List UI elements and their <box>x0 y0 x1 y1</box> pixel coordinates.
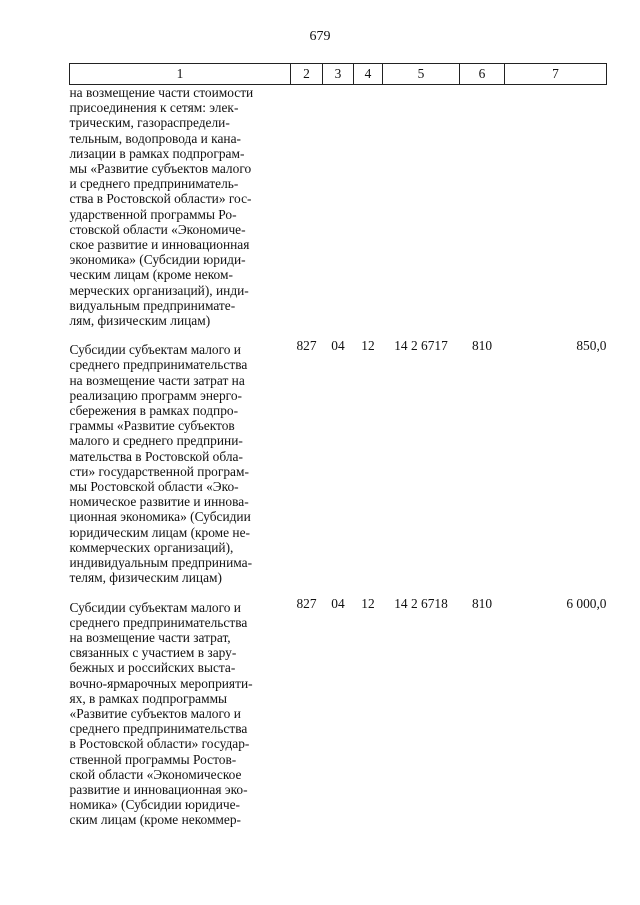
cell-expense-type: 810 <box>471 595 493 611</box>
description-line: сти» государственной програм- <box>69 463 249 479</box>
column-header-5: 5 <box>383 64 460 85</box>
cell-expense-type <box>460 85 505 339</box>
cell-subsection-code <box>354 85 383 339</box>
cell-subsection-code: 12 <box>361 338 375 354</box>
row-description <box>70 596 291 828</box>
cell-ministry-code <box>291 85 323 339</box>
cell-section-code: 04 <box>331 338 345 354</box>
description-line: ства в Ростовской области» гос- <box>69 191 252 207</box>
description-line: телям, физическим лицам) <box>69 570 222 586</box>
cell-section-code: 04 <box>331 595 345 611</box>
description-line: сбережения в рамках подпро- <box>69 403 239 419</box>
page-number: 679 <box>309 29 331 44</box>
column-header-7: 7 <box>505 64 607 85</box>
description-line: и среднего предприниматель- <box>69 176 239 192</box>
description-line: Субсидии субъектам малого и <box>69 599 241 615</box>
description-line: бежных и российских выста- <box>69 660 236 676</box>
description-line: ственной программы Ростов- <box>69 751 237 767</box>
description-line: малого и среднего предприни- <box>69 433 243 449</box>
description-line: ским лицам (кроме некоммер- <box>69 812 242 828</box>
cell-subsection-code: 12 <box>361 595 375 611</box>
description-line: экономика» (Субсидии юриди- <box>69 252 246 268</box>
header-row <box>70 64 607 85</box>
description-line: лям, физическим лицам) <box>69 313 211 329</box>
description-line: ях, в рамках подпрограммы <box>69 690 228 706</box>
column-header-4: 4 <box>354 64 383 85</box>
description-line: мы «Развитие субъектов малого <box>69 161 252 177</box>
description-line: граммы «Развитие субъектов <box>69 418 235 434</box>
description-line: присоединения к сетям: элек- <box>69 100 239 116</box>
column-header-1: 1 <box>70 64 291 85</box>
row-description <box>70 338 291 595</box>
cell-target-article: 14 2 6718 <box>394 595 448 611</box>
description-line: реализацию программ энерго- <box>69 387 242 403</box>
description-line: номика» (Субсидии юридиче- <box>69 797 241 813</box>
cell-target-article <box>383 85 460 339</box>
cell-target-article: 14 2 6717 <box>394 338 448 354</box>
description-line: развитие и инновационная эко- <box>69 781 248 797</box>
description-line: Субсидии субъектам малого и <box>69 342 241 358</box>
description-line: ской области «Экономическое <box>69 766 242 782</box>
description-line: индивидуальным предпринима- <box>69 555 253 571</box>
description-line: коммерческих организаций), <box>69 539 234 555</box>
cell-amount: 6 000,0 <box>566 595 607 611</box>
cell-expense-type: 810 <box>471 338 493 354</box>
description-line: лизации в рамках подпрограм- <box>69 145 245 161</box>
description-line: в Ростовской области» государ- <box>69 736 250 752</box>
description-line: юридическим лицам (кроме не- <box>69 524 251 540</box>
description-line: связанных с участием в зару- <box>69 645 237 661</box>
table-row <box>70 85 607 339</box>
description-line: мерческих организаций), инди- <box>69 282 249 298</box>
column-header-3: 3 <box>323 64 354 85</box>
description-line: стовской области «Экономиче- <box>69 221 246 237</box>
description-line: ское развитие и инновационная <box>69 237 250 253</box>
cell-section-code <box>323 85 354 339</box>
column-header-6: 6 <box>460 64 505 85</box>
description-line: ческим лицам (кроме неком- <box>69 267 233 283</box>
description-line: среднего предпринимательства <box>69 357 248 373</box>
cell-ministry-code: 827 <box>296 595 317 611</box>
description-line: ударственной программы Ро- <box>69 206 237 222</box>
description-line: «Развитие субъектов малого и <box>69 705 241 721</box>
cell-ministry-code: 827 <box>296 338 317 354</box>
row-description <box>70 85 291 339</box>
budget-table <box>69 63 607 828</box>
cell-amount: 850,0 <box>576 338 607 354</box>
description-line: номическое развитие и иннова- <box>69 494 249 510</box>
description-line: среднего предпринимательства <box>69 614 248 630</box>
description-line: на возмещение части затрат на <box>69 372 245 388</box>
description-line: мы Ростовской области «Эко- <box>69 479 239 495</box>
description-line: среднего предпринимательства <box>69 721 248 737</box>
description-line: вочно-ярмарочных мероприяти- <box>69 675 253 691</box>
table-row <box>70 596 607 828</box>
description-line: мательства в Ростовской обла- <box>69 448 243 464</box>
description-line: видуальным предпринимате- <box>69 297 236 313</box>
description-line: тельным, водопровода и кана- <box>69 130 241 146</box>
description-line: ционная экономика» (Субсидии <box>69 509 251 525</box>
description-line: на возмещение части стоимости <box>69 85 254 100</box>
description-line: на возмещение части затрат, <box>69 629 231 645</box>
cell-amount <box>505 85 607 339</box>
description-line: трическим, газораспредели- <box>69 115 230 131</box>
column-header-2: 2 <box>291 64 323 85</box>
table-row <box>70 338 607 595</box>
